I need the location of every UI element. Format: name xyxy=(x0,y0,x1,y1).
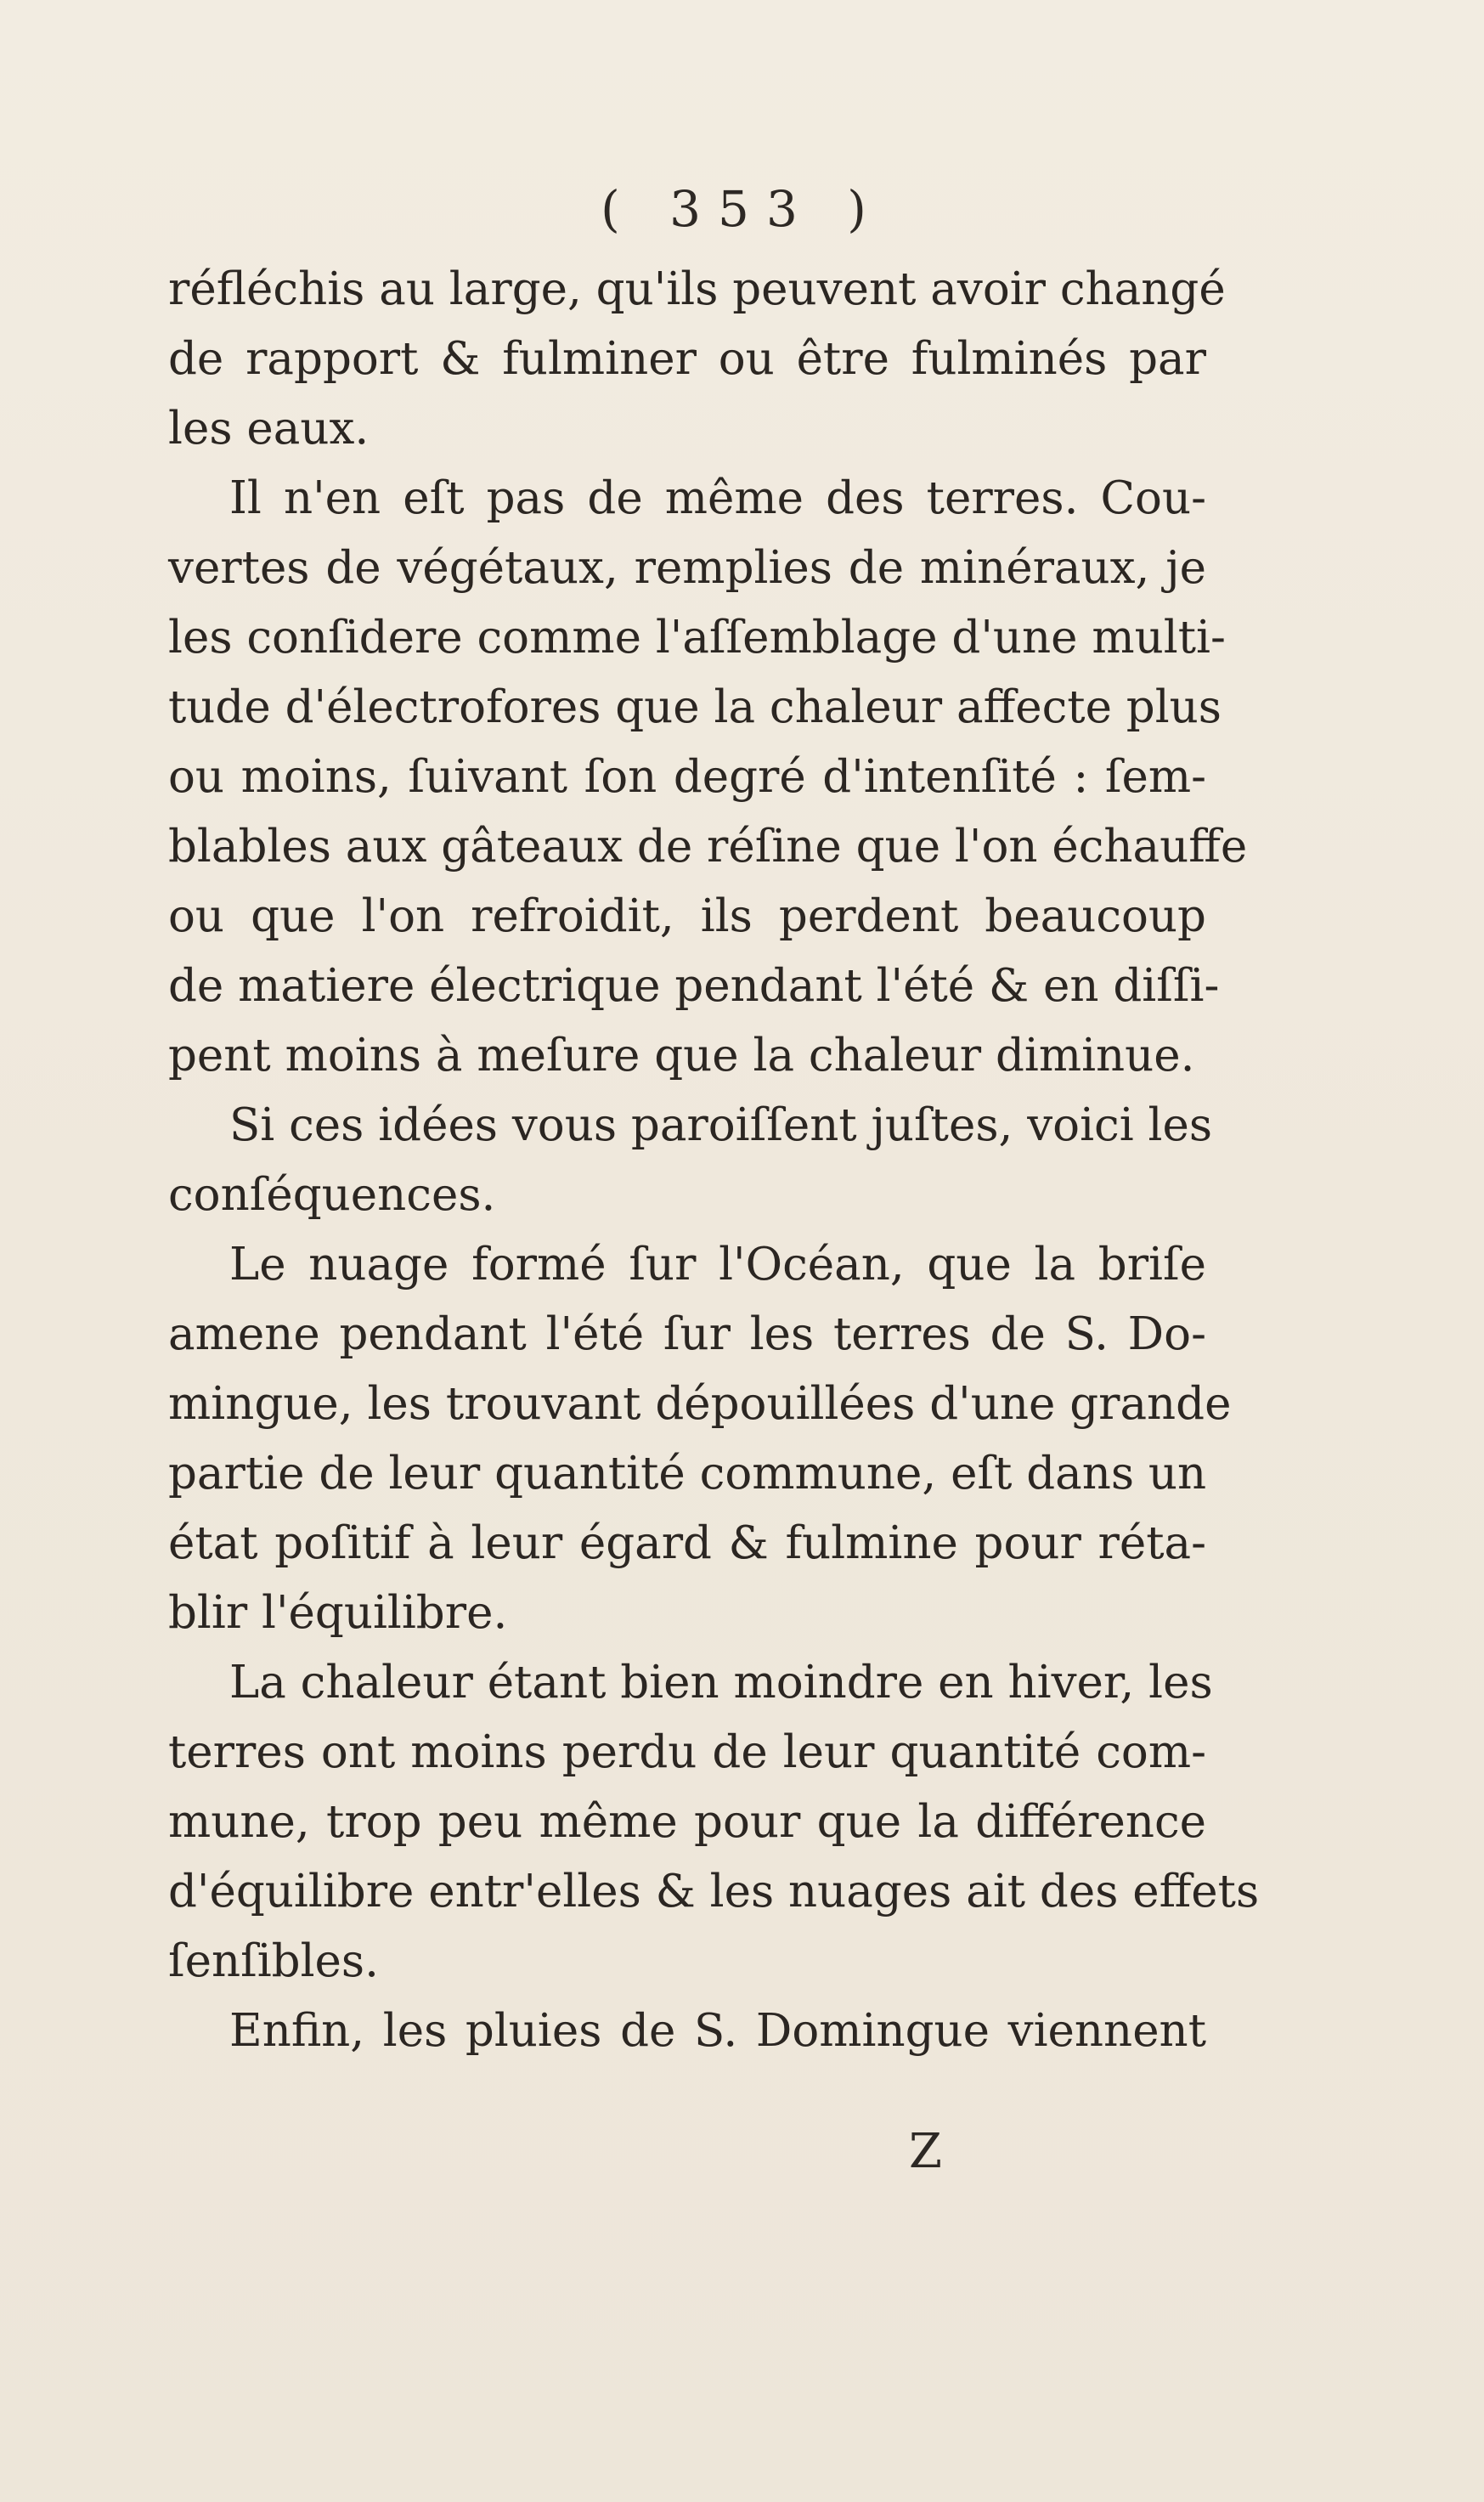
text-line: ſenſibles. xyxy=(168,1935,379,1987)
text-line: blir l'équilibre. xyxy=(168,1587,508,1639)
text-line: terres ont moins perdu de leur quantité com- xyxy=(168,1726,1206,1778)
text-line: Il n'en eſt pas de même des terres. Cou- xyxy=(229,472,1206,524)
catchword: Z xyxy=(909,2124,942,2179)
text-line: amene pendant l'été ſur les terres de S. Do- xyxy=(168,1308,1206,1360)
text-line: conſéquences. xyxy=(168,1169,496,1221)
text-line: Le nuage formé ſur l'Océan, que la briſe xyxy=(229,1239,1206,1291)
text-line: La chaleur étant bien moindre en hiver, les xyxy=(229,1657,1213,1708)
text-line: de rapport & fulminer ou être fulminés par xyxy=(168,333,1206,385)
text-line: Si ces idées vous paroiſſent juſtes, voici les xyxy=(229,1099,1213,1151)
page-number-header: ( 353 ) xyxy=(601,180,883,238)
text-line: état poſitif à leur égard & fulmine pour réta- xyxy=(168,1517,1206,1569)
text-line: tude d'électrofores que la chaleur affecte plus xyxy=(168,681,1222,733)
text-line: mingue, les trouvant dépouillées d'une grande xyxy=(168,1378,1232,1430)
text-line: mune, trop peu même pour que la différence xyxy=(168,1796,1206,1848)
text-line: pent moins à meſure que la chaleur diminue. xyxy=(168,1030,1195,1082)
body-text xyxy=(168,255,1260,2066)
text-line: réfléchis au large, qu'ils peuvent avoir changé xyxy=(168,263,1226,315)
text-line: vertes de végétaux, remplies de minéraux, je xyxy=(168,542,1206,594)
text-line: les eaux. xyxy=(168,403,370,455)
text-line: blables aux gâteaux de réſine que l'on échauffe xyxy=(168,821,1248,873)
text-line: les conſidere comme l'aſſemblage d'une multi- xyxy=(168,612,1226,664)
text-line: de matiere électrique pendant l'été & en diſſi- xyxy=(168,960,1220,1012)
text-line: Enfin, les pluies de S. Domingue viennent xyxy=(229,2005,1206,2057)
text-line: ou moins, ſuivant ſon degré d'intenſité : ſem- xyxy=(168,751,1206,803)
text-line: ou que l'on refroidit, ils perdent beaucoup xyxy=(168,890,1206,942)
text-line: d'équilibre entr'elles & les nuages ait des effets xyxy=(168,1866,1260,1917)
text-line: partie de leur quantité commune, eſt dans un xyxy=(168,1448,1207,1500)
